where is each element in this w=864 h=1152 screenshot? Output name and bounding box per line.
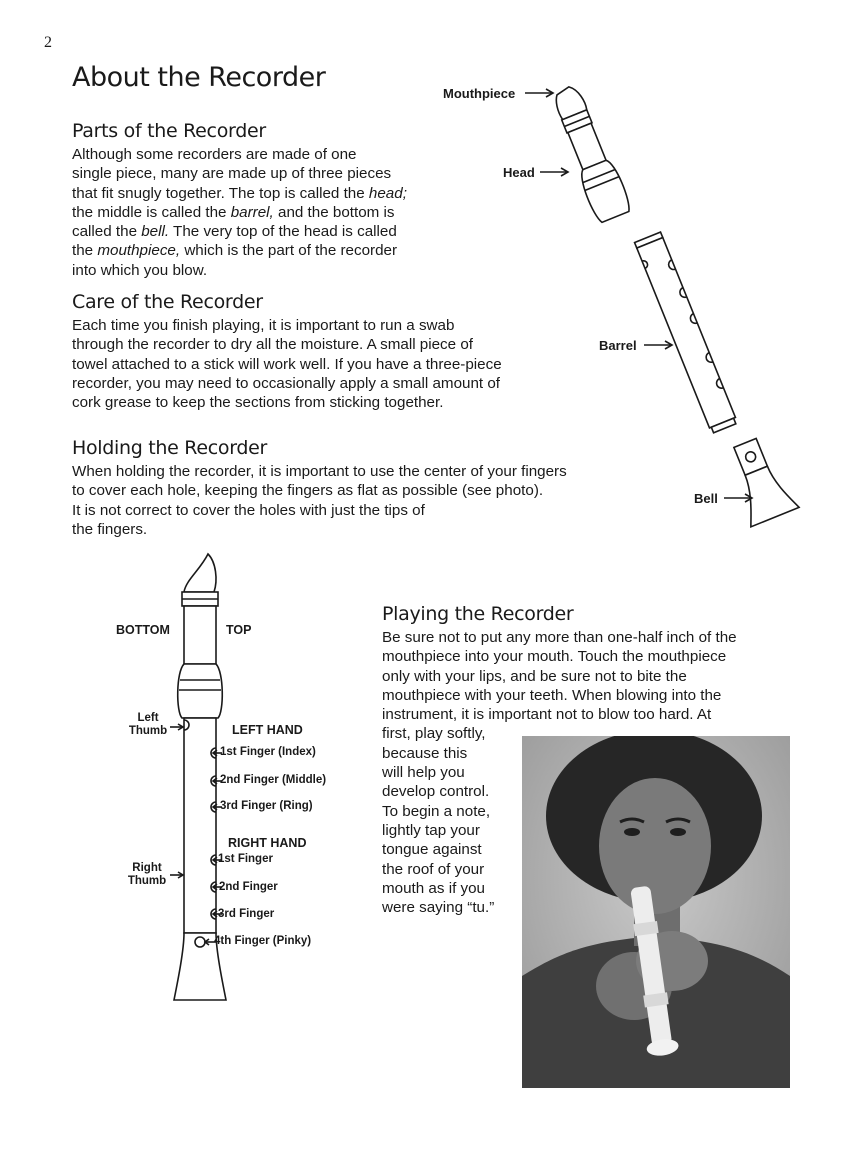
- bottom-label: BOTTOM: [116, 623, 170, 637]
- page-number: 2: [44, 34, 52, 51]
- right-finger-3-label: 3rd Finger: [218, 908, 275, 920]
- girl-playing-recorder-photo: [522, 736, 790, 1088]
- mouthpiece-label: Mouthpiece: [443, 86, 516, 101]
- bell-label: Bell: [694, 491, 718, 506]
- top-label: TOP: [226, 623, 252, 637]
- recorder-parts-diagram: [0, 0, 864, 560]
- barrel-label: Barrel: [599, 338, 637, 353]
- parts-paragraph: Although some recorders are made of one single piece, many are made up of three pieces that fit snugly together. The top is called the head; the middle is called the barrel, and the bottom is called the bell. The very top of the head is called the mouthpiece, which is the part of the recorder into which you blow.: [72, 146, 407, 279]
- playing-heading: Playing the Recorder: [382, 603, 574, 625]
- right-finger-4-label: 4th Finger (Pinky): [214, 935, 312, 947]
- parts-heading: Parts of the Recorder: [72, 120, 266, 142]
- right-thumb-label: Right Thumb: [127, 862, 167, 887]
- care-paragraph: Each time you finish playing, it is important to run a swab through the recorder to dry all the moisture. A small piece of towel attached to a stick will work well. If you have a three-piece recorder, you may need to occasionally apply a small amount of cork grease to keep the sections from sticking together.: [72, 317, 502, 412]
- page-title: About the Recorder: [72, 62, 326, 93]
- finger-1-label: 1st Finger (Index): [220, 746, 316, 758]
- finger-2-label: 2nd Finger (Middle): [220, 774, 327, 786]
- playing-paragraph: Be sure not to put any more than one-half inch of the mouthpiece into your mouth. Touch the mouthpiece only with your lips, and be sure not to bite the mouthpiece with your teeth. When blowing into the instrument, it is important not to blow too hard. At first, play softly, because this will help you develop control. To begin a note, lightly tap your tongue against the roof of your mouth as if you were saying “tu.”: [382, 629, 737, 917]
- left-thumb-label: Left Thumb: [128, 712, 168, 737]
- left-hand-label: LEFT HAND: [232, 723, 303, 737]
- right-finger-2-label: 2nd Finger: [219, 881, 278, 893]
- holding-paragraph: When holding the recorder, it is important to use the center of your fingers to cover each hole, keeping the fingers as flat as possible (see photo). It is not correct to cover the holes with just the tips of the fingers.: [72, 463, 567, 538]
- head-label: Head: [503, 165, 535, 180]
- finger-3-label: 3rd Finger (Ring): [220, 800, 313, 812]
- care-heading: Care of the Recorder: [72, 291, 263, 313]
- holding-heading: Holding the Recorder: [72, 437, 268, 459]
- right-hand-label: RIGHT HAND: [228, 836, 307, 850]
- right-finger-1-label: 1st Finger: [218, 853, 273, 865]
